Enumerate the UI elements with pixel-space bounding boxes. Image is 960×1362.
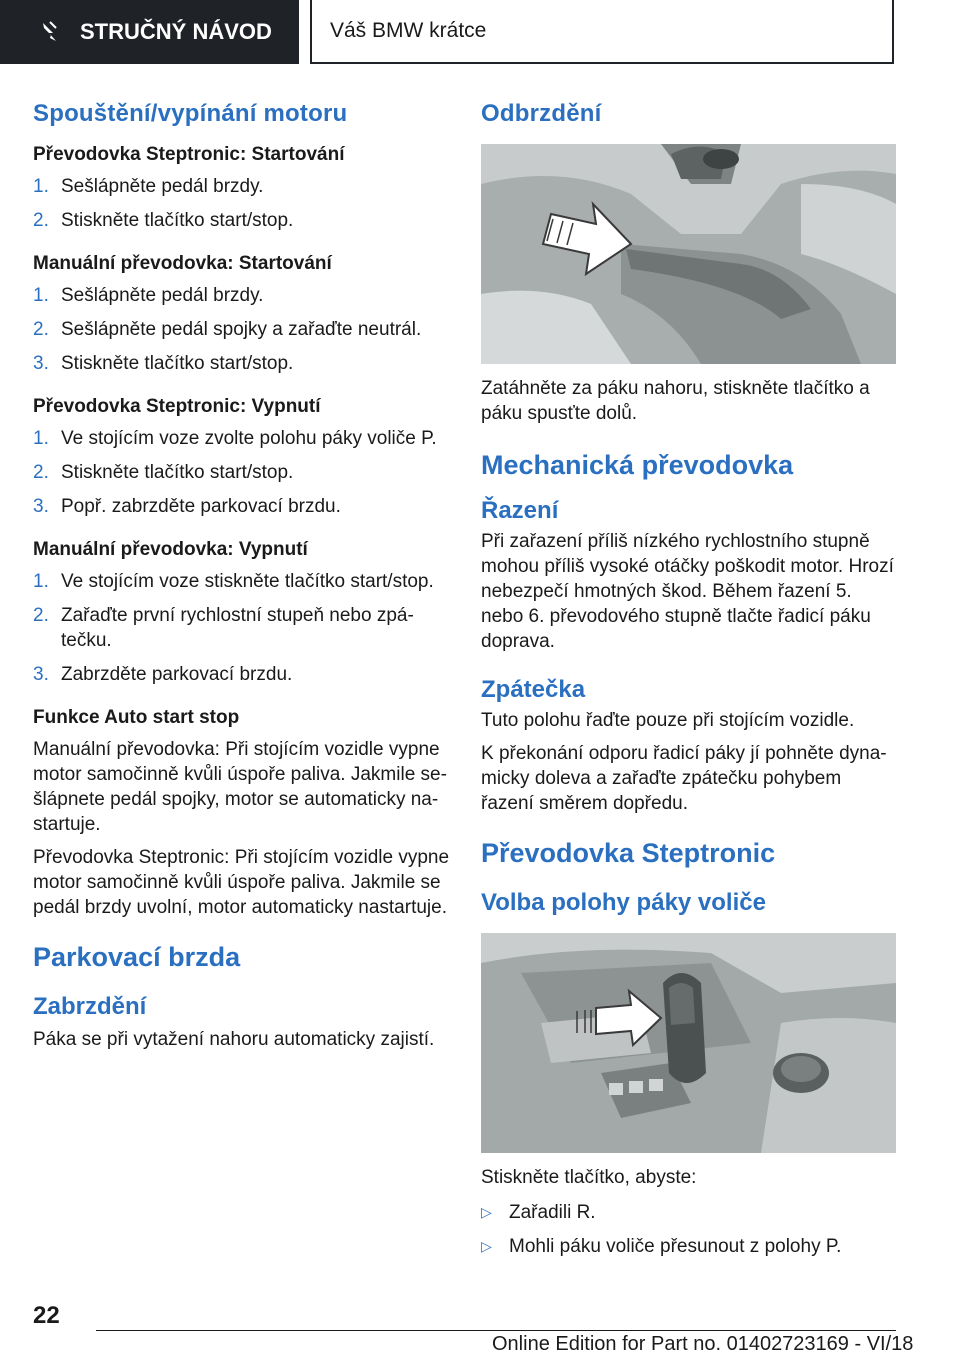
right-column <box>481 100 896 1268</box>
bullet-item <box>481 1234 896 1259</box>
autostop-paragraph: Manuální převodovka: Při stojícím vozidle vypne motor samočinně kvůli úspoře paliva. Jakmile se-šlápnete pedál spojky, motor se automaticky na-startuje. <box>33 739 447 835</box>
step-number: 3. <box>33 496 49 517</box>
group-title: Manuální převodovka: Vypnutí <box>33 539 308 560</box>
group-title: Převodovka Steptronic: Vypnutí <box>33 396 321 417</box>
step-text: Popř. zabrzděte parkovací brzdu. <box>61 496 341 517</box>
step-item <box>33 662 453 687</box>
step-item <box>33 569 453 594</box>
release-title: Odbrzdění <box>481 100 602 127</box>
step-text: Zařaďte první rychlostní stupeň nebo zpá-tečku. <box>61 605 414 651</box>
step-text: Stiskněte tlačítko start/stop. <box>61 210 294 231</box>
header-title-box <box>310 0 894 64</box>
header-title: Váš BMW krátce <box>330 19 487 42</box>
step-item <box>33 317 453 342</box>
step-text: Ve stojícím voze stiskněte tlačítko start/stop. <box>61 571 434 592</box>
step-item <box>33 460 453 485</box>
header-tab <box>0 0 299 64</box>
triangle-bullet-icon: ▷ <box>481 1204 492 1220</box>
left-column <box>33 100 453 1052</box>
footer-rule <box>96 1330 896 1331</box>
footer-edition: Online Edition for Part no. 01402723169 - VI/18 <box>492 1333 914 1355</box>
group-title: Převodovka Steptronic: Startování <box>33 144 345 165</box>
shift-text: Při zařazení příliš nízkého rychlostního stupně mohou příliš vysoké otáčky poškodit motor. Hrozí nebezpečí hmotných škod. Během řazení 5. nebo 6. převodového stupně tlačte řadicí páku doprava. <box>481 531 894 652</box>
step-item <box>33 351 453 376</box>
handbrake-photo <box>481 144 896 364</box>
bullet-text: Mohli páku voliče přesunout z polohy P. <box>509 1236 842 1257</box>
apply-title: Zabrzdění <box>33 993 147 1020</box>
step-text: Sešlápněte pedál spojky a zařaďte neutrál. <box>61 319 422 340</box>
reverse-text: K překonání odporu řadicí páky jí pohněte dyna-micky doleva a zařaďte zpátečku pohybem řazení směrem dopředu. <box>481 743 887 814</box>
step-item <box>33 494 453 519</box>
reverse-title: Zpátečka <box>481 676 586 703</box>
step-text: Sešlápněte pedál brzdy. <box>61 285 264 306</box>
shift-title: Řazení <box>481 497 559 524</box>
manual-gearbox-title: Mechanická převodovka <box>481 450 794 480</box>
step-number: 2. <box>33 605 49 626</box>
bullet-item <box>481 1200 896 1225</box>
reverse-text: Tuto polohu řaďte pouze při stojícím vozidle. <box>481 710 855 731</box>
triangle-bullet-icon: ▷ <box>481 1238 492 1254</box>
autostop-title: Funkce Auto start stop <box>33 707 240 728</box>
header-tab-label: STRUČNÝ NÁVOD <box>80 19 272 44</box>
step-number: 3. <box>33 664 49 685</box>
step-text: Stiskněte tlačítko start/stop. <box>61 462 294 483</box>
step-text: Stiskněte tlačítko start/stop. <box>61 353 294 374</box>
step-item <box>33 283 453 308</box>
group-title: Manuální převodovka: Startování <box>33 253 332 274</box>
parking-brake-title: Parkovací brzda <box>33 942 241 972</box>
bullet-text: Zařadili R. <box>509 1202 596 1223</box>
bullet-list <box>481 1200 896 1259</box>
handbrake-illustration <box>481 144 896 364</box>
step-item <box>33 208 453 233</box>
step-text: Zabrzděte parkovací brzdu. <box>61 664 293 685</box>
step-item <box>33 426 453 451</box>
step-number: 1. <box>33 176 49 197</box>
steps-list <box>33 426 453 519</box>
step-item <box>33 174 453 199</box>
step-number: 1. <box>33 285 49 306</box>
autostop-paragraph: Převodovka Steptronic: Při stojícím vozidle vypne motor samočinně kvůli úspoře paliva. Jakmile se pedál brzdy uvolní, motor automaticky nastartuje. <box>33 847 450 918</box>
bmw-arrow-icon <box>40 19 66 45</box>
button-text: Stiskněte tlačítko, abyste: <box>481 1167 697 1188</box>
selector-title: Volba polohy páky voliče <box>481 889 766 916</box>
steps-list <box>33 569 453 687</box>
apply-text: Páka se při vytažení nahoru automaticky zajistí. <box>33 1029 435 1050</box>
step-item <box>33 603 453 653</box>
step-number: 1. <box>33 428 49 449</box>
step-number: 2. <box>33 210 49 231</box>
section-title-engine: Spouštění/vypínání motoru <box>33 100 348 127</box>
step-number: 2. <box>33 462 49 483</box>
selector-lever-illustration <box>481 933 896 1153</box>
steps-list <box>33 174 453 233</box>
step-number: 1. <box>33 571 49 592</box>
selector-lever-photo <box>481 933 896 1153</box>
release-text: Zatáhněte za páku nahoru, stiskněte tlačítko a páku spusťte dolů. <box>481 378 870 424</box>
steps-list <box>33 283 453 376</box>
step-number: 3. <box>33 353 49 374</box>
page-number: 22 <box>33 1302 60 1329</box>
step-text: Ve stojícím voze zvolte polohu páky voliče P. <box>61 428 437 449</box>
step-number: 2. <box>33 319 49 340</box>
steptronic-title: Převodovka Steptronic <box>481 838 776 868</box>
step-text: Sešlápněte pedál brzdy. <box>61 176 264 197</box>
